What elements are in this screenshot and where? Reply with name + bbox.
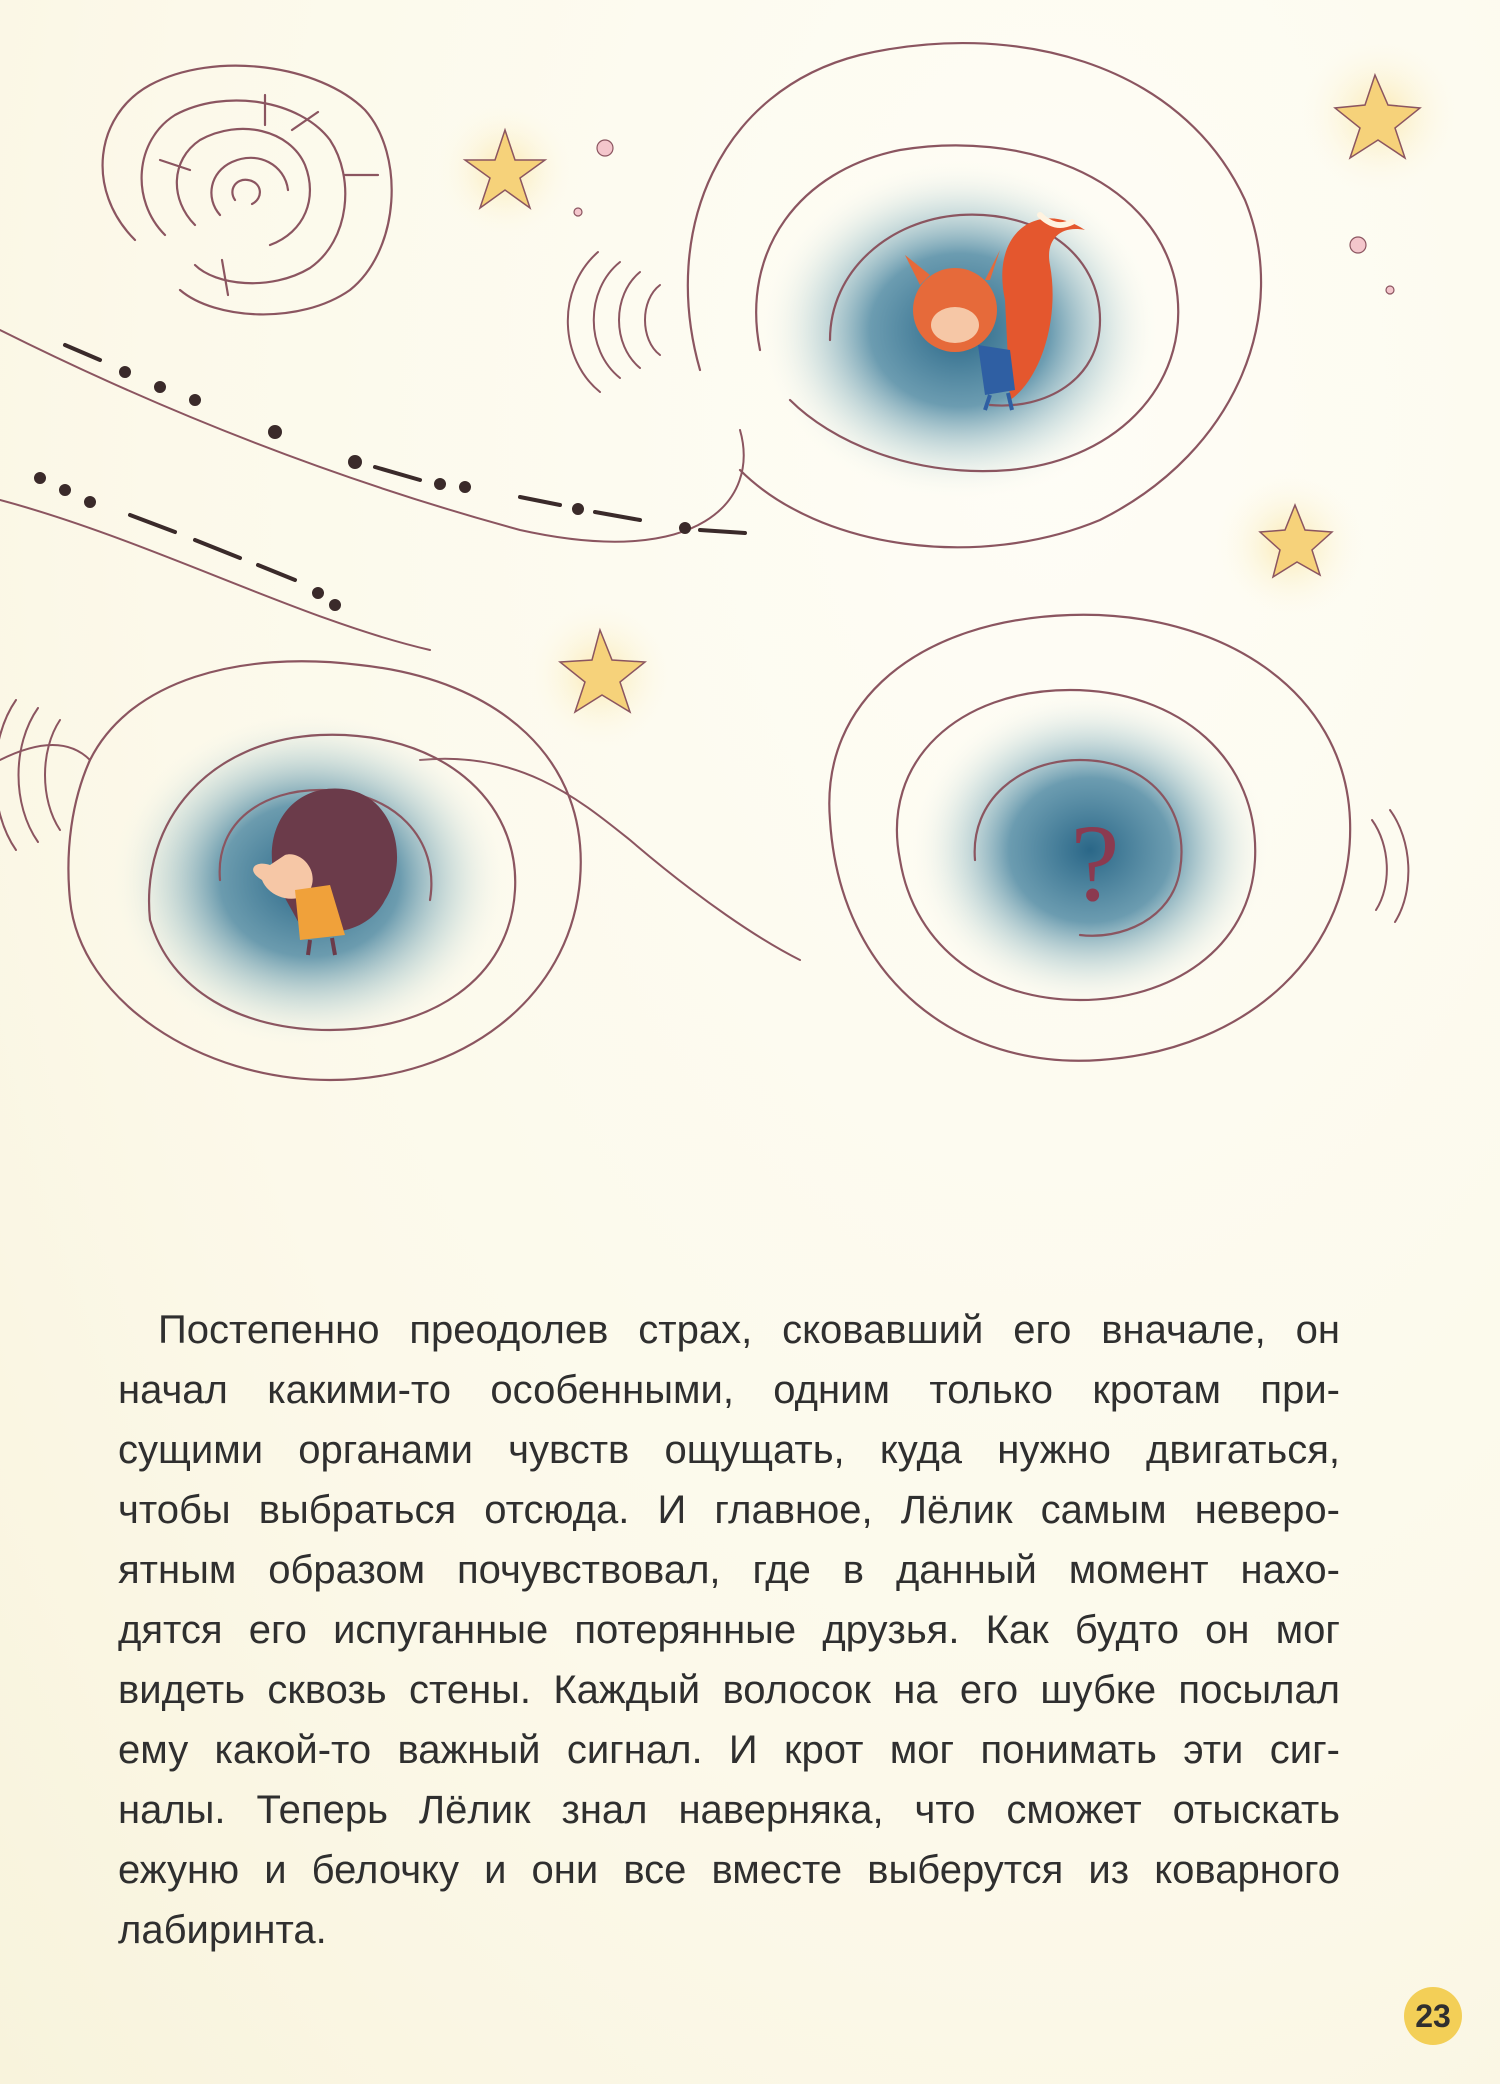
text-line: ему какой-то важный сигнал. И крот мог понимать эти сиг- xyxy=(118,1728,1340,1772)
text-line: ятным образом почувствовал, где в данный момент нахо- xyxy=(118,1548,1340,1592)
hedgehog-bubble xyxy=(68,661,580,1080)
question-bubble xyxy=(829,615,1350,1061)
page-number: 23 xyxy=(1404,1987,1462,2045)
text-line: налы. Теперь Лёлик знал наверняка, что сможет отыскать xyxy=(118,1788,1340,1832)
text-line: сущими органами чувств ощущать, куда нужно двигаться, xyxy=(118,1428,1340,1472)
body-paragraph xyxy=(118,1300,1340,1960)
text-line: ежуню и белочку и они все вместе выберутся из коварного xyxy=(118,1848,1340,1892)
squirrel-bubble xyxy=(688,43,1261,547)
text-line: чтобы выбраться отсюда. И главное, Лёлик самым неверо- xyxy=(118,1488,1340,1532)
text-line: Постепенно преодолев страх, сковавший его вначале, он xyxy=(158,1308,1340,1352)
text-line: начал какими-то особенными, одним только кротам при- xyxy=(118,1368,1340,1412)
text-line: дятся его испуганные потерянные друзья. Как будто он мог xyxy=(118,1608,1340,1652)
morse-dots xyxy=(36,345,745,609)
text-line: лабиринта. xyxy=(118,1908,327,1952)
maze-icon xyxy=(103,66,392,315)
text-line: видеть сквозь стены. Каждый волосок на его шубке посылал xyxy=(118,1668,1340,1712)
question-mark-icon: ? xyxy=(1070,802,1120,924)
